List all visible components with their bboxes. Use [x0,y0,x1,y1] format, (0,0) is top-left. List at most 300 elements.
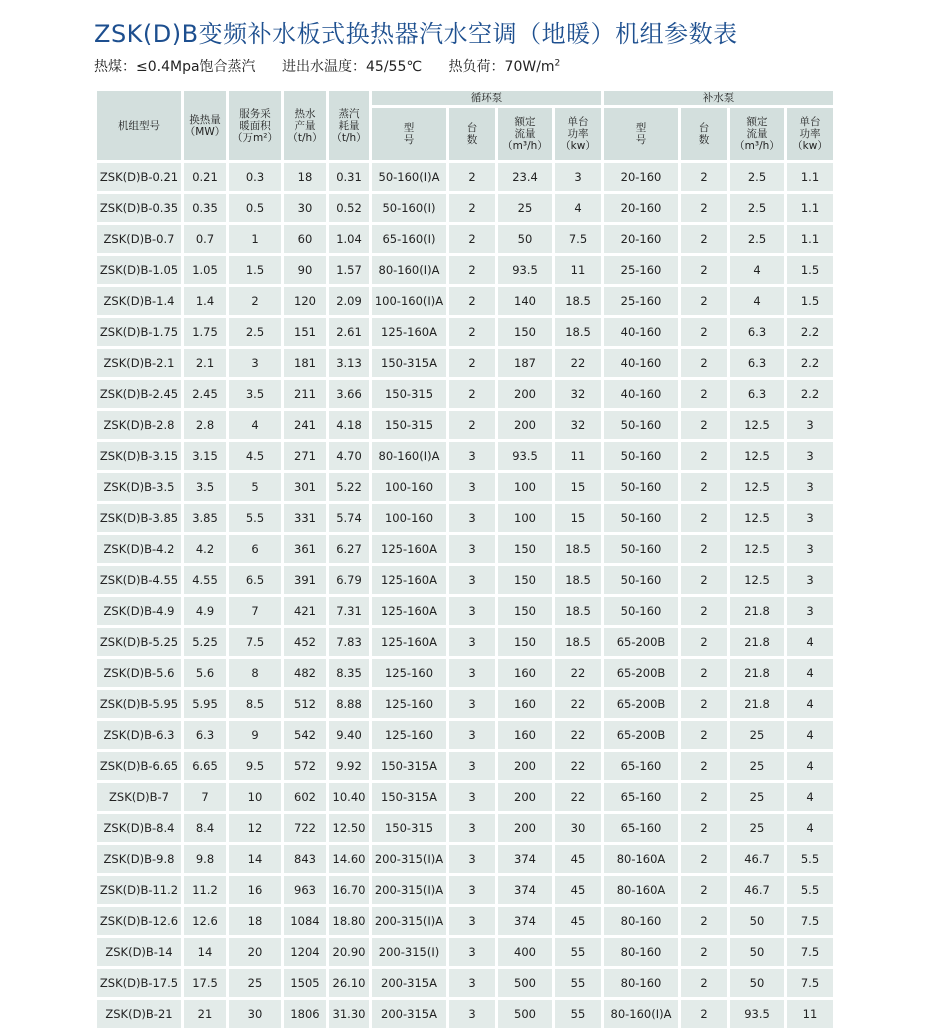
cell-circ-qty: 3 [449,969,495,997]
header-makeup-power: 单台 功率 （kw） [787,108,833,160]
cell-makeup-flow: 25 [730,721,784,749]
cell-makeup-type: 80-160 [604,969,678,997]
cell-makeup-qty: 2 [681,194,727,222]
table-row [97,690,833,718]
cell-steam: 26.10 [329,969,369,997]
cell-capacity: 3.5 [184,473,226,501]
cell-circ-qty: 2 [449,318,495,346]
cell-hot-water: 602 [284,783,326,811]
cell-circ-flow: 150 [498,535,552,563]
header-circ-flow: 额定 流量 （m³/h） [498,108,552,160]
cell-circ-power: 22 [555,721,601,749]
cell-steam: 0.31 [329,163,369,191]
cell-circ-power: 11 [555,442,601,470]
header-row-group [97,91,833,105]
cell-model: ZSK(D)B-21 [97,1000,181,1028]
cell-area: 4.5 [229,442,281,470]
cell-circ-power: 15 [555,504,601,532]
cell-hot-water: 90 [284,256,326,284]
cell-circ-qty: 3 [449,907,495,935]
table-row [97,907,833,935]
table-row [97,814,833,842]
cell-hot-water: 241 [284,411,326,439]
cell-area: 20 [229,938,281,966]
cell-model: ZSK(D)B-5.95 [97,690,181,718]
cell-makeup-qty: 2 [681,597,727,625]
cell-circ-flow: 200 [498,380,552,408]
cell-hot-water: 60 [284,225,326,253]
cell-circ-power: 45 [555,845,601,873]
cell-makeup-qty: 2 [681,318,727,346]
cell-makeup-power: 4 [787,783,833,811]
cell-circ-power: 18.5 [555,535,601,563]
cell-area: 8.5 [229,690,281,718]
cell-steam: 1.04 [329,225,369,253]
cell-circ-qty: 3 [449,752,495,780]
table-row [97,876,833,904]
table-body [97,163,833,1028]
cell-makeup-type: 50-160 [604,473,678,501]
cell-area: 1.5 [229,256,281,284]
cell-model: ZSK(D)B-1.4 [97,287,181,315]
cell-capacity: 3.85 [184,504,226,532]
cell-circ-power: 55 [555,1000,601,1028]
cell-circ-power: 45 [555,876,601,904]
cell-capacity: 7 [184,783,226,811]
cell-makeup-power: 4 [787,721,833,749]
cell-makeup-qty: 2 [681,380,727,408]
cell-makeup-qty: 2 [681,163,727,191]
cell-makeup-flow: 6.3 [730,380,784,408]
cell-makeup-qty: 2 [681,1000,727,1028]
cell-capacity: 14 [184,938,226,966]
cell-makeup-power: 3 [787,504,833,532]
cell-makeup-flow: 4 [730,256,784,284]
cell-circ-type: 200-315A [372,969,446,997]
cell-steam: 3.13 [329,349,369,377]
cell-makeup-type: 25-160 [604,287,678,315]
header-makeup-type: 型 号 [604,108,678,160]
cell-area: 16 [229,876,281,904]
cell-steam: 10.40 [329,783,369,811]
cell-circ-flow: 150 [498,628,552,656]
cell-area: 14 [229,845,281,873]
cell-circ-type: 125-160A [372,628,446,656]
cell-makeup-flow: 21.8 [730,597,784,625]
cell-hot-water: 181 [284,349,326,377]
cell-capacity: 4.9 [184,597,226,625]
cell-steam: 20.90 [329,938,369,966]
cell-circ-type: 80-160(I)A [372,442,446,470]
cell-circ-qty: 3 [449,814,495,842]
header-model: 机组型号 [97,91,181,160]
cell-circ-flow: 374 [498,876,552,904]
cell-steam: 2.09 [329,287,369,315]
cell-makeup-type: 80-160 [604,907,678,935]
cell-steam: 0.52 [329,194,369,222]
header-steam: 蒸汽 耗量 （t/h） [329,91,369,160]
cell-makeup-power: 4 [787,628,833,656]
cell-hot-water: 421 [284,597,326,625]
cell-circ-power: 3 [555,163,601,191]
cell-capacity: 21 [184,1000,226,1028]
cell-makeup-power: 4 [787,659,833,687]
cell-circ-qty: 2 [449,380,495,408]
cell-circ-flow: 200 [498,411,552,439]
cell-circ-flow: 93.5 [498,442,552,470]
cell-capacity: 5.25 [184,628,226,656]
cell-area: 9 [229,721,281,749]
cell-capacity: 2.1 [184,349,226,377]
cell-makeup-flow: 2.5 [730,225,784,253]
cell-makeup-qty: 2 [681,504,727,532]
cell-makeup-power: 1.1 [787,163,833,191]
cell-makeup-flow: 50 [730,938,784,966]
cell-hot-water: 361 [284,535,326,563]
cell-circ-type: 50-160(I) [372,194,446,222]
cell-makeup-flow: 46.7 [730,845,784,873]
cell-capacity: 1.05 [184,256,226,284]
cell-capacity: 0.21 [184,163,226,191]
cell-circ-flow: 500 [498,1000,552,1028]
table-row [97,938,833,966]
cell-hot-water: 120 [284,287,326,315]
cell-steam: 5.22 [329,473,369,501]
cell-makeup-qty: 2 [681,752,727,780]
cell-makeup-flow: 6.3 [730,349,784,377]
cell-hot-water: 391 [284,566,326,594]
cell-circ-qty: 3 [449,442,495,470]
cell-circ-type: 150-315A [372,752,446,780]
cell-steam: 3.66 [329,380,369,408]
cell-circ-type: 125-160A [372,318,446,346]
cell-hot-water: 1505 [284,969,326,997]
cell-hot-water: 1204 [284,938,326,966]
table-row [97,504,833,532]
cell-circ-type: 100-160(I)A [372,287,446,315]
cell-makeup-flow: 4 [730,287,784,315]
cell-hot-water: 151 [284,318,326,346]
cell-makeup-qty: 2 [681,783,727,811]
cell-model: ZSK(D)B-11.2 [97,876,181,904]
cell-makeup-qty: 2 [681,969,727,997]
cell-area: 6.5 [229,566,281,594]
cell-area: 5.5 [229,504,281,532]
cell-capacity: 12.6 [184,907,226,935]
cell-makeup-qty: 2 [681,659,727,687]
cell-model: ZSK(D)B-4.2 [97,535,181,563]
cell-model: ZSK(D)B-7 [97,783,181,811]
cell-makeup-power: 4 [787,690,833,718]
cell-makeup-flow: 21.8 [730,628,784,656]
cell-makeup-flow: 25 [730,752,784,780]
cell-circ-type: 125-160A [372,535,446,563]
cell-makeup-type: 65-160 [604,783,678,811]
cell-circ-power: 55 [555,938,601,966]
cell-makeup-power: 3 [787,597,833,625]
cell-makeup-flow: 25 [730,814,784,842]
table-row [97,969,833,997]
cell-area: 0.3 [229,163,281,191]
cell-circ-qty: 3 [449,1000,495,1028]
cell-circ-flow: 150 [498,566,552,594]
cell-makeup-type: 65-200B [604,690,678,718]
conditions-line [94,56,582,76]
cell-steam: 16.70 [329,876,369,904]
cell-makeup-type: 40-160 [604,318,678,346]
cell-circ-flow: 160 [498,690,552,718]
cell-area: 3.5 [229,380,281,408]
cell-model: ZSK(D)B-2.8 [97,411,181,439]
cell-makeup-type: 65-160 [604,814,678,842]
cell-area: 5 [229,473,281,501]
cell-steam: 6.79 [329,566,369,594]
cell-makeup-flow: 12.5 [730,411,784,439]
cell-makeup-qty: 2 [681,411,727,439]
cell-makeup-power: 3 [787,473,833,501]
cell-circ-power: 22 [555,690,601,718]
cell-circ-type: 125-160A [372,566,446,594]
cell-steam: 6.27 [329,535,369,563]
cell-makeup-power: 1.1 [787,194,833,222]
cell-makeup-power: 3 [787,442,833,470]
cell-makeup-power: 2.2 [787,318,833,346]
heat-load-text: 热负荷：70W/m [448,59,555,75]
cell-area: 7 [229,597,281,625]
cell-area: 3 [229,349,281,377]
cell-circ-qty: 3 [449,845,495,873]
cell-makeup-power: 7.5 [787,907,833,935]
table-row [97,194,833,222]
cell-makeup-qty: 2 [681,876,727,904]
cell-makeup-qty: 2 [681,814,727,842]
cell-makeup-power: 5.5 [787,876,833,904]
cell-circ-power: 15 [555,473,601,501]
cell-hot-water: 722 [284,814,326,842]
cell-circ-flow: 23.4 [498,163,552,191]
table-row [97,256,833,284]
cell-circ-power: 18.5 [555,566,601,594]
cell-circ-power: 18.5 [555,318,601,346]
cell-hot-water: 452 [284,628,326,656]
cell-steam: 7.83 [329,628,369,656]
cell-circ-type: 125-160A [372,597,446,625]
cell-makeup-type: 50-160 [604,504,678,532]
cell-circ-flow: 50 [498,225,552,253]
cell-makeup-qty: 2 [681,225,727,253]
cell-circ-type: 80-160(I)A [372,256,446,284]
cell-circ-flow: 500 [498,969,552,997]
cell-makeup-type: 50-160 [604,597,678,625]
table-row [97,752,833,780]
cell-makeup-power: 4 [787,814,833,842]
cell-circ-qty: 3 [449,783,495,811]
cell-model: ZSK(D)B-14 [97,938,181,966]
cell-makeup-type: 20-160 [604,194,678,222]
cell-model: ZSK(D)B-3.85 [97,504,181,532]
cell-capacity: 4.55 [184,566,226,594]
cell-circ-qty: 2 [449,287,495,315]
cell-makeup-type: 20-160 [604,225,678,253]
header-area: 服务采 暖面积 （万m²） [229,91,281,160]
cell-makeup-qty: 2 [681,845,727,873]
cell-model: ZSK(D)B-5.6 [97,659,181,687]
cell-hot-water: 271 [284,442,326,470]
cell-area: 2.5 [229,318,281,346]
cell-circ-flow: 374 [498,845,552,873]
cell-model: ZSK(D)B-12.6 [97,907,181,935]
parameter-table [94,88,836,1031]
cell-makeup-type: 80-160A [604,876,678,904]
cell-circ-power: 32 [555,380,601,408]
cell-circ-flow: 187 [498,349,552,377]
cell-circ-qty: 2 [449,163,495,191]
cell-circ-flow: 25 [498,194,552,222]
cell-capacity: 1.4 [184,287,226,315]
cell-makeup-type: 50-160 [604,442,678,470]
cell-circ-qty: 3 [449,597,495,625]
cell-capacity: 3.15 [184,442,226,470]
heat-load-condition [449,59,561,75]
cell-circ-power: 4 [555,194,601,222]
cell-steam: 9.40 [329,721,369,749]
cell-area: 25 [229,969,281,997]
cell-circ-type: 65-160(I) [372,225,446,253]
cell-circ-type: 125-160 [372,721,446,749]
cell-makeup-power: 2.2 [787,380,833,408]
heat-load-superscript: 2 [554,58,561,69]
cell-makeup-power: 1.1 [787,225,833,253]
header-hot-water: 热水 产量 （t/h） [284,91,326,160]
table-row [97,535,833,563]
cell-circ-qty: 2 [449,194,495,222]
cell-area: 1 [229,225,281,253]
cell-hot-water: 542 [284,721,326,749]
cell-makeup-type: 80-160A [604,845,678,873]
cell-circ-flow: 150 [498,318,552,346]
cell-circ-qty: 2 [449,349,495,377]
cell-area: 9.5 [229,752,281,780]
cell-makeup-power: 3 [787,411,833,439]
cell-makeup-type: 50-160 [604,411,678,439]
cell-steam: 2.61 [329,318,369,346]
cell-capacity: 0.35 [184,194,226,222]
cell-circ-flow: 93.5 [498,256,552,284]
table-row [97,566,833,594]
cell-model: ZSK(D)B-5.25 [97,628,181,656]
cell-area: 2 [229,287,281,315]
cell-circ-qty: 3 [449,659,495,687]
cell-circ-power: 22 [555,752,601,780]
cell-circ-power: 18.5 [555,597,601,625]
cell-makeup-power: 2.2 [787,349,833,377]
cell-makeup-flow: 12.5 [730,442,784,470]
cell-model: ZSK(D)B-4.55 [97,566,181,594]
cell-circ-power: 7.5 [555,225,601,253]
cell-makeup-qty: 2 [681,690,727,718]
cell-circ-type: 200-315(I)A [372,876,446,904]
table-row [97,442,833,470]
cell-hot-water: 512 [284,690,326,718]
cell-steam: 14.60 [329,845,369,873]
cell-circ-type: 50-160(I)A [372,163,446,191]
cell-area: 18 [229,907,281,935]
cell-circ-type: 125-160 [372,690,446,718]
cell-circ-qty: 3 [449,690,495,718]
cell-circ-flow: 200 [498,752,552,780]
table-row [97,597,833,625]
cell-makeup-power: 5.5 [787,845,833,873]
cell-makeup-flow: 46.7 [730,876,784,904]
cell-hot-water: 18 [284,163,326,191]
cell-circ-power: 18.5 [555,628,601,656]
cell-model: ZSK(D)B-2.1 [97,349,181,377]
cell-circ-power: 55 [555,969,601,997]
cell-makeup-flow: 25 [730,783,784,811]
water-temp-condition: 进出水温度：45/55℃ [282,59,423,75]
cell-makeup-power: 3 [787,566,833,594]
cell-makeup-power: 7.5 [787,969,833,997]
cell-capacity: 6.3 [184,721,226,749]
cell-makeup-power: 4 [787,752,833,780]
cell-makeup-flow: 6.3 [730,318,784,346]
cell-capacity: 2.8 [184,411,226,439]
cell-hot-water: 331 [284,504,326,532]
cell-circ-power: 32 [555,411,601,439]
cell-capacity: 4.2 [184,535,226,563]
header-circulation-pump: 循环泵 [372,91,601,105]
cell-makeup-flow: 50 [730,969,784,997]
cell-steam: 31.30 [329,1000,369,1028]
cell-model: ZSK(D)B-17.5 [97,969,181,997]
cell-makeup-flow: 2.5 [730,163,784,191]
cell-makeup-flow: 12.5 [730,473,784,501]
cell-makeup-type: 80-160 [604,938,678,966]
cell-circ-type: 150-315 [372,380,446,408]
cell-makeup-type: 50-160 [604,535,678,563]
cell-circ-flow: 100 [498,473,552,501]
cell-makeup-type: 50-160 [604,566,678,594]
cell-makeup-type: 65-160 [604,752,678,780]
cell-model: ZSK(D)B-3.15 [97,442,181,470]
cell-makeup-type: 20-160 [604,163,678,191]
cell-circ-type: 125-160 [372,659,446,687]
cell-makeup-qty: 2 [681,473,727,501]
cell-model: ZSK(D)B-6.65 [97,752,181,780]
cell-capacity: 17.5 [184,969,226,997]
table-row [97,1000,833,1028]
cell-model: ZSK(D)B-4.9 [97,597,181,625]
table-row [97,380,833,408]
cell-makeup-flow: 12.5 [730,504,784,532]
cell-makeup-qty: 2 [681,628,727,656]
cell-steam: 18.80 [329,907,369,935]
header-makeup-pump: 补水泵 [604,91,833,105]
cell-capacity: 2.45 [184,380,226,408]
cell-steam: 5.74 [329,504,369,532]
table-row [97,473,833,501]
cell-model: ZSK(D)B-0.21 [97,163,181,191]
cell-steam: 9.92 [329,752,369,780]
cell-capacity: 6.65 [184,752,226,780]
cell-makeup-type: 40-160 [604,349,678,377]
cell-circ-power: 22 [555,659,601,687]
cell-hot-water: 963 [284,876,326,904]
cell-model: ZSK(D)B-9.8 [97,845,181,873]
cell-makeup-qty: 2 [681,721,727,749]
cell-steam: 12.50 [329,814,369,842]
cell-capacity: 5.95 [184,690,226,718]
